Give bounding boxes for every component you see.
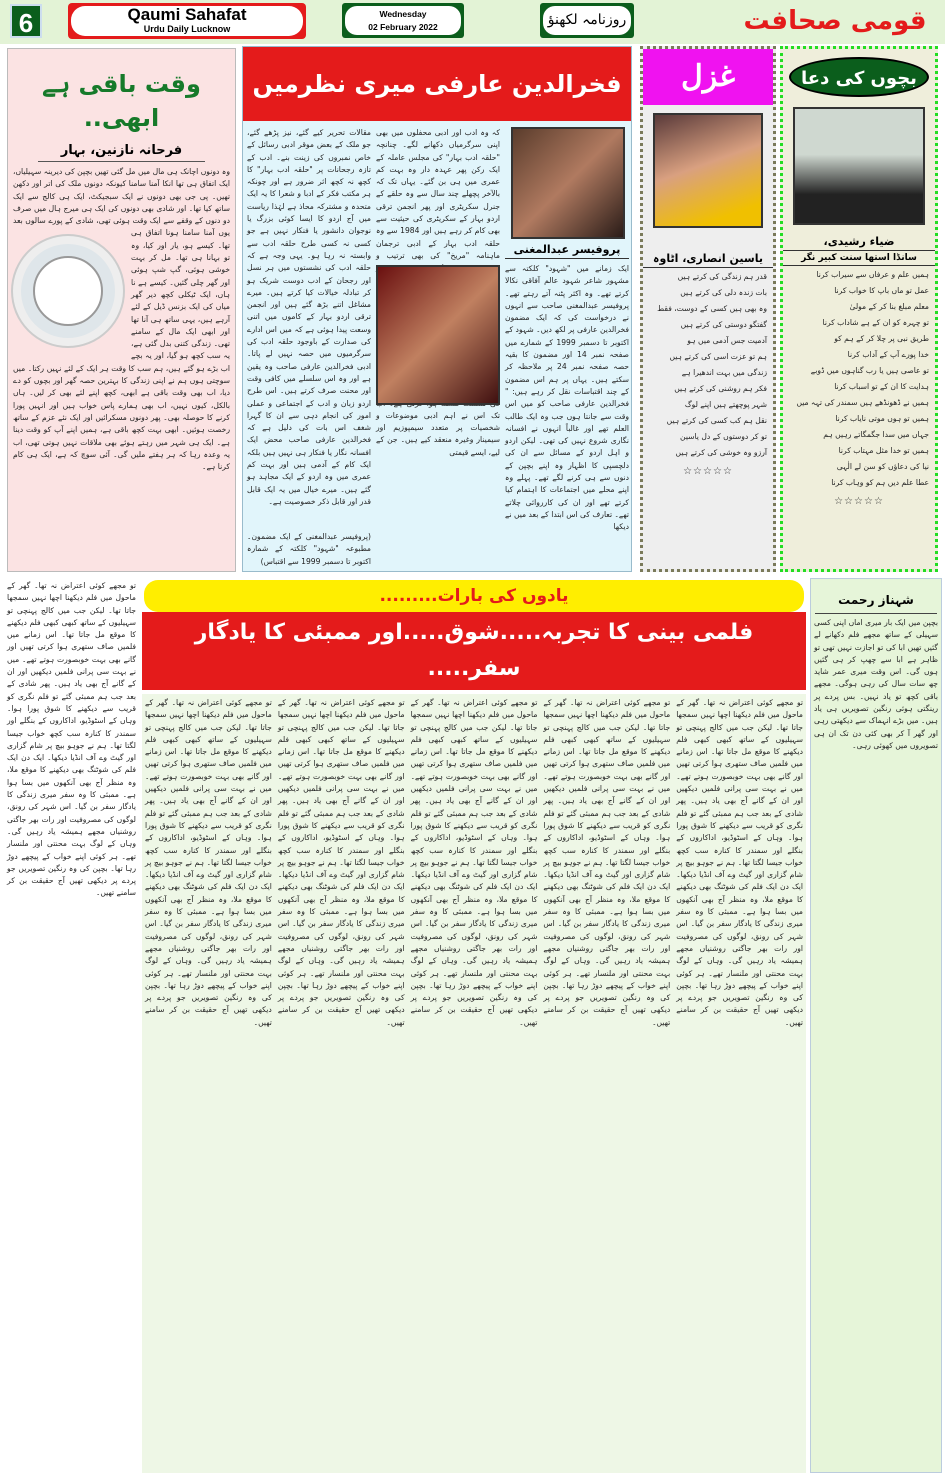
article-title: وقت باقی ہے ابھی.. [42,70,201,132]
poet-photo [653,113,763,228]
article-byline: شہناز رحمت [815,579,937,614]
page-number: 6 [10,4,42,38]
photo-caption: پروفیسر عبدالمغنی [505,241,629,259]
photo-abdul-mughni [511,127,625,239]
article-body: وہ دونوں اچانک ہی مال میں مل گئی تھیں بچپن کی دیرینہ سہیلیاں، ایک اتفاق ہی تھا انکا آمنا سامنا کیونکہ دونوں ملک کی اتر اور دکھن تھیں۔ پی جی بھی دونوں نے ایک سبجیکٹ، ایک ہی کالج سے ایک ساتھ کیا تھا۔ اور شادی بھی دونوں کی ایک ہی میرج ہال میں صرف دو دنوں کے وقفے سے ایک وقت ہوئی تھی، شادی کے پورے سالوں بعد یوں آمنا سامنا ہونا اتفاق ہی تھا۔ کیسے ہو، یار اور کیا، وہ تو بہانا ہی تھا۔ مل کر بہت خوشی ہوئی، گپ شپ ہوئی اور گھر چلی گئیں۔ کیسے ہے نا ہاں، ایک ٹیکلی کچھ دیر گھر میاں کی ایک بزنس ڈیل کے لئے آرہے ہیں، یہی ساتھ ہی آنا تھا اور ابھی ایک مال کے سامنے تھی۔ زندگی کتنی بدل گئی ہے، یہ سب کچھ ہو گیا، اور یہ بچے اب بڑے ہو گئے ہیں، ہم سب کا وقت ہر ایک کے لئے نہیں رکتا۔ میں سوچتی ہوں ہم نے اپنی زندگی کا بہترین حصہ گھر اور بچوں کو دے دیا، اب بھی وقت باقی ہے ابھی، کچھ اپنے لئے بھی کر لیں۔ ہاں بالکل، کیوں نہیں، اب بھی ہمارے پاس خواب ہیں اور انہیں پورا کرنے کا حوصلہ بھی۔ پھر دونوں مسکرائیں اور ایک نئے عزم کے ساتھ رخصت ہوئیں۔ ابھی بہت کچھ باقی ہے، ہمیں اپنے آپ کو وقت دینا ہے۔ ایک ہی شہر میں رہتے ہوئے بھی ملاقات نہیں ہوتی تھی، اب یہ وعدہ رہا کہ ہر ہفتے ملیں گی۔ آئی سوچ کہ ہے، ایک ہی کام کرنا ہے۔ [13,167,230,472]
photo-fakhruddin-arifi [376,265,500,405]
ghazal-couplets: قدر ہم زندگی کی کرتے ہیں بات زندہ دلی کی کرتے ہیں وہ بھی ہیں کسی کے دوست، فقط گفتگو دوستی کی کرتے ہیں آدمیت جس آدمی میں ہو ہم تو عزت اسی کی کرتے ہیں زندگی میں بہت اندھیرا ہے فکر ہم روشنی کی کرتے ہیں شہر پوچھتے ہیں اپنے لوگ نقل ہم کب کسی کی کرتے ہیں تو کر دوستوں کے دل یاسین آرزو وہ خوشی کی کرتے ہیں [657,272,767,457]
article-fakhruddin-arifi [242,46,632,572]
brand-name: Qaumi Sahafat [127,5,247,24]
roznama-box [540,3,634,38]
article-body-wrap [8,166,235,571]
article-column: مقالات تحریر کیے گئے، نیز پڑھے گئے، جو ملک کے بعض موقر ادبی رسائل کے خاص نمبروں کی زینت بنے۔ ادب کے تازہ رجحانات پر "حلقہ ادب بہار" کا کچھ نہ کچھ اثر ضرور ہے اور چونکہ ہر مکتب فکر کے ادبا و شعرا کا یہ ایک متحدہ و مشترکہ محاذ ہے لہٰذا ریاست میں آج اردو کا ایسا کوئی بزرگ یا نوجوان دانشور یا فنکار نہیں ہے جو کسی نہ کسی طرح حلقہ ادب سے وابستہ نہ رہا ہو۔ یہی وجہ ہے کہ حلقہ ادب کی نشستوں میں ہر نسل اور رجحان کے ادب دوست شریک ہو کر تبادلہ خیالات کیا کرتے ہیں۔ میرے مشاغل اتنے بڑھ گئے ہیں اور انجمن ترقی اردو بہار کے کاموں میں اتنی وسعت پیدا ہوئی ہے کہ میں اس ادارے کی صدارت کے باوجود حلقہ ادب کی سرگرمیوں میں حصہ نہیں لے پاتا۔ ادبی فخرالدین عارفی صاحب وہ یقین ہے اور وہ اس سلسلے میں کافی وقت اور محنت صرف کرتے ہیں۔ اس طرح اردو زبان و ادب کے اجتماعی و عملی امور کی انجام دہی سے ان کا گہرا شغف اس بات کی دلیل ہے کہ فخرالدین عارفی صاحب محض ایک افسانہ نگار یا فنکار ہی نہیں ہیں بلکہ ایک کام کے آدمی ہیں اور بہت کم عمری میں وہ اردو کے ایک مجاہد ہو گئے ہیں۔ میرے خیال میں یہ ایک قابل قدر اور قابل ذکر خصوصیت ہے۔ [247,128,371,506]
article-body [142,694,806,1473]
ghazal-section [640,46,776,572]
poet-name: یاسین انصاری، اٹاوہ [643,250,773,268]
article-intro: بچپن میں ایک بار میری اماں اپنی کسی سہیلی کے ساتھ مجھے فلم دکھانے لے گئیں تھیں ابا کی تو اجازت نہیں تھی تو ظاہر ہے ابا سے چھپ کر ہی گئیں ہوں گی۔ اس وقت میری عمر شاید چھ سات سال کی رہی ہوگی۔ مجھے باقی کچھ تو یاد نہیں۔ بس پردے پر رینگتی ہوئی رنگین تصویریں ہی یاد ہیں۔ میں بڑے انہماک سے دیکھتی رہی اور گھر آ کر بھی کئی دن تک ان ہی تصویروں میں کھوئی رہی۔ [814,618,938,750]
ghazal-title: غزل [643,49,773,105]
date: 02 February 2022 [368,22,438,32]
article-source: (پروفیسر عبدالمغنی کے ایک مضمون۔ مطبوعہ "شہود" کلکتہ کے شمارہ اکتوبر تا دسمبر 1999 سے اقتباس) [247,532,371,566]
article-kicker: یادوں کی بارات......... [144,580,804,612]
poet-name: ضیاء رشیدی، [783,233,935,251]
brand-box [68,3,306,39]
article-column: تو مجھے کوئی اعتراض نہ تھا۔ گھر کے ماحول میں فلم دیکھنا اچھا نہیں سمجھا جاتا تھا۔ لیکن جب میں کالج پہنچی تو سہیلیوں کے ساتھ کبھی کبھی فلم دیکھنے کا موقع مل جاتا تھا۔ اس زمانے میں فلمیں صاف ستھری ہوا کرتی تھیں اور گانے بھی بہت خوبصورت ہوتے تھے۔ میں نے بہت سی پرانی فلمیں دیکھیں اور ان کے گانے آج بھی یاد ہیں۔ پھر شادی کے بعد جب ہم ممبئی گئے تو فلم نگری کو قریب سے دیکھنے کا شوق پورا ہوا۔ وہاں کے اسٹوڈیو، اداکاروں کے بنگلے اور سمندر کا کنارہ سب کچھ خواب جیسا لگتا تھا۔ ہم نے جوہو بیچ پر شام گزاری اور گیٹ وے آف انڈیا دیکھا۔ ایک دن ایک فلم کی شوٹنگ بھی دیکھنے کا موقع ملا، وہ منظر آج بھی آنکھوں میں بسا ہوا ہے۔ ممبئی کا وہ سفر میری زندگی کا یادگار سفر بن گیا۔ اس شہر کی رونق، لوگوں کی مصروفیت اور رات بھر جاگتی روشنیاں مجھے ہمیشہ یاد رہیں گی۔ وہاں کے لوگ بہت محنتی اور ملنسار تھے۔ ہر کوئی اپنے خواب کے پیچھے دوڑ رہا تھا۔ بچپن کی وہ رنگین تصویریں جو پردے پر دیکھی تھیں آج حقیقت بن کر سامنے تھیں۔ [543,698,671,1027]
article-waqt-baqi [7,48,236,572]
dua-section [780,46,938,572]
article-byline: فرحانہ نازنین، بہار [38,143,205,162]
poet-place: سانڈا استھا سنت کبیر نگر [783,251,935,266]
article-column: کہ وہ ادب اور ادبی محفلوں میں بھی اپنی سرگرمیاں دکھانے لگے۔ چنانچہ "حلقہ ادب بہار" کی مجلس عاملہ کے ایک رکن پھر عہدہ دار وہ بہت کم عمری میں ہی بن گئے۔ یہاں تک کہ بالآخر پچھلے چند سال سے وہ حلقے کے جنرل سکریٹری اور پھر انجمن ترقی اردو بہار کے سکریٹری کی حیثیت سے بھی کام کر رہے ہیں اور 1984 سے وہ حلقہ ادب بہار کے ادبی ترجمان ماہنامہ "مریخ" کی بھی ترتیب و تک اس نے اہم ادبی موضوعات و شخصیات پر متعدد سیمپوزیم اور سیمینار وغیرہ منعقد کیے ہیں۔ جن کے لیے، ایسے قیمتی [376,128,500,457]
article-filmi-safar [142,578,806,1473]
divider-stars: ☆☆☆☆☆ [683,466,733,477]
alarm-clock-image [13,236,123,346]
roznama-label: روزنامہ لکھنؤ [543,6,631,35]
article-title: فلمی بینی کا تجربہ.....شوق.....اور ممبئی کا یادگار سفر..... [142,612,806,690]
article-title: فخرالدین عارفی میری نظرمیں [243,47,631,121]
article-column: تو مجھے کوئی اعتراض نہ تھا۔ گھر کے ماحول میں فلم دیکھنا اچھا نہیں سمجھا جاتا تھا۔ لیکن جب میں کالج پہنچی تو سہیلیوں کے ساتھ کبھی کبھی فلم دیکھنے کا موقع مل جاتا تھا۔ اس زمانے میں فلمیں صاف ستھری ہوا کرتی تھیں اور گانے بھی بہت خوبصورت ہوتے تھے۔ میں نے بہت سی پرانی فلمیں دیکھیں اور ان کے گانے آج بھی یاد ہیں۔ پھر شادی کے بعد جب ہم ممبئی گئے تو فلم نگری کو قریب سے دیکھنے کا شوق پورا ہوا۔ وہاں کے اسٹوڈیو، اداکاروں کے بنگلے اور سمندر کا کنارہ سب کچھ خواب جیسا لگتا تھا۔ ہم نے جوہو بیچ پر شام گزاری اور گیٹ وے آف انڈیا دیکھا۔ ایک دن ایک فلم کی شوٹنگ بھی دیکھنے کا موقع ملا، وہ منظر آج بھی آنکھوں میں بسا ہوا ہے۔ ممبئی کا وہ سفر میری زندگی کا یادگار سفر بن گیا۔ اس شہر کی رونق، لوگوں کی مصروفیت اور رات بھر جاگتی روشنیاں مجھے ہمیشہ یاد رہیں گی۔ وہاں کے لوگ بہت محنتی اور ملنسار تھے۔ ہر کوئی اپنے خواب کے پیچھے دوڑ رہا تھا۔ بچپن کی وہ رنگین تصویریں جو پردے پر دیکھی تھیں آج حقیقت بن کر سامنے تھیں۔ [145,698,272,1027]
urdu-logo: قومی صحافت [743,6,927,36]
dua-title: بچوں کی دعا [789,57,929,97]
weekday: Wednesday [379,9,427,19]
article-column: تو مجھے کوئی اعتراض نہ تھا۔ گھر کے ماحول میں فلم دیکھنا اچھا نہیں سمجھا جاتا تھا۔ لیکن جب میں کالج پہنچی تو سہیلیوں کے ساتھ کبھی کبھی فلم دیکھنے کا موقع مل جاتا تھا۔ اس زمانے میں فلمیں صاف ستھری ہوا کرتی تھیں اور گانے بھی بہت خوبصورت ہوتے تھے۔ میں نے بہت سی پرانی فلمیں دیکھیں اور ان کے گانے آج بھی یاد ہیں۔ پھر شادی کے بعد جب ہم ممبئی گئے تو فلم نگری کو قریب سے دیکھنے کا شوق پورا ہوا۔ وہاں کے اسٹوڈیو، اداکاروں کے بنگلے اور سمندر کا کنارہ سب کچھ خواب جیسا لگتا تھا۔ ہم نے جوہو بیچ پر شام گزاری اور گیٹ وے آف انڈیا دیکھا۔ ایک دن ایک فلم کی شوٹنگ بھی دیکھنے کا موقع ملا، وہ منظر آج بھی آنکھوں میں بسا ہوا ہے۔ ممبئی کا وہ سفر میری زندگی کا یادگار سفر بن گیا۔ اس شہر کی رونق، لوگوں کی مصروفیت اور رات بھر جاگتی روشنیاں مجھے ہمیشہ یاد رہیں گی۔ وہاں کے لوگ بہت محنتی اور ملنسار تھے۔ ہر کوئی اپنے خواب کے پیچھے دوڑ رہا تھا۔ بچپن کی وہ رنگین تصویریں جو پردے پر دیکھی تھیں آج حقیقت بن کر سامنے تھیں۔ [410,698,538,1027]
date-box [342,3,464,38]
article-continued-column: تو مجھے کوئی اعتراض نہ تھا۔ گھر کے ماحول میں فلم دیکھنا اچھا نہیں سمجھا جاتا تھا۔ لیکن جب میں کالج پہنچی تو سہیلیوں کے ساتھ کبھی کبھی فلم دیکھنے کا موقع مل جاتا تھا۔ اس زمانے میں فلمیں صاف ستھری ہوا کرتی تھیں اور گانے بھی بہت خوبصورت ہوتے تھے۔ میں نے بہت سی پرانی فلمیں دیکھیں اور ان کے گانے آج بھی یاد ہیں۔ پھر شادی کے بعد جب ہم ممبئی گئے تو فلم نگری کو قریب سے دیکھنے کا شوق پورا ہوا۔ وہاں کے اسٹوڈیو، اداکاروں کے بنگلے اور سمندر کا کنارہ سب کچھ خواب جیسا لگتا تھا۔ ہم نے جوہو بیچ پر شام گزاری اور گیٹ وے آف انڈیا دیکھا۔ ایک دن ایک فلم کی شوٹنگ بھی دیکھنے کا موقع ملا، وہ منظر آج بھی آنکھوں میں بسا ہوا ہے۔ ممبئی کا وہ سفر میری زندگی کا یادگار سفر بن گیا۔ اس شہر کی رونق، لوگوں کی مصروفیت اور رات بھر جاگتی روشنیاں مجھے ہمیشہ یاد رہیں گی۔ وہاں کے لوگ بہت محنتی اور ملنسار تھے۔ ہر کوئی اپنے خواب کے پیچھے دوڑ رہا تھا۔ بچپن کی وہ رنگین تصویریں جو پردے پر دیکھی تھیں آج حقیقت بن کر سامنے تھیں۔ [5,578,138,1473]
article-column: تو مجھے کوئی اعتراض نہ تھا۔ گھر کے ماحول میں فلم دیکھنا اچھا نہیں سمجھا جاتا تھا۔ لیکن جب میں کالج پہنچی تو سہیلیوں کے ساتھ کبھی کبھی فلم دیکھنے کا موقع مل جاتا تھا۔ اس زمانے میں فلمیں صاف ستھری ہوا کرتی تھیں اور گانے بھی بہت خوبصورت ہوتے تھے۔ میں نے بہت سی پرانی فلمیں دیکھیں اور ان کے گانے آج بھی یاد ہیں۔ پھر شادی کے بعد جب ہم ممبئی گئے تو فلم نگری کو قریب سے دیکھنے کا شوق پورا ہوا۔ وہاں کے اسٹوڈیو، اداکاروں کے بنگلے اور سمندر کا کنارہ سب کچھ خواب جیسا لگتا تھا۔ ہم نے جوہو بیچ پر شام گزاری اور گیٹ وے آف انڈیا دیکھا۔ ایک دن ایک فلم کی شوٹنگ بھی دیکھنے کا موقع ملا، وہ منظر آج بھی آنکھوں میں بسا ہوا ہے۔ ممبئی کا وہ سفر میری زندگی کا یادگار سفر بن گیا۔ اس شہر کی رونق، لوگوں کی مصروفیت اور رات بھر جاگتی روشنیاں مجھے ہمیشہ یاد رہیں گی۔ وہاں کے لوگ بہت محنتی اور ملنسار تھے۔ ہر کوئی اپنے خواب کے پیچھے دوڑ رہا تھا۔ بچپن کی وہ رنگین تصویریں جو پردے پر دیکھی تھیں آج حقیقت بن کر سامنے تھیں۔ [277,698,405,1027]
brand-subtitle: Urdu Daily Lucknow [143,24,231,34]
masthead [0,0,945,44]
byline-column [810,578,942,1473]
article-column: ایک زمانے میں "شہود" کلکتہ سے مشہور شاعر شہود عالم آفاقی نکالا کرتے تھے۔ وہ اکثر پٹنہ آتے رہتے تھے۔ پروفیسر عبدالمغنی صاحب سے انہوں نے درخواست کی کہ ایک مضمون فخرالدین عارفی پر لکھ دیں۔ شہود کے اکتوبر تا دسمبر 1999 کے شمارے میں صفحہ نمبر 14 اور مضمون کا بقیہ حصہ صفحہ نمبر 24 پر ملاحظہ کر سکتے ہیں۔ یہاں پر ہم اس مضمون کے چند اقتباسات نقل کر رہے ہیں: " فخرالدین عارفی صاحب کو میں اس وقت سے جانتا ہوں جب وہ ایک طالب العلم تھے اور غالباً انہوں نے افسانہ نگاری شروع نہیں کی تھی۔ لیکن اردو و اہل اردو کے مسائل سے ان کی دلچسپی کا اظہار وہ اپنے بچپن کے دنوں سے ہی کرنے لگے تھے۔ پہلے وہ اپنے محلے میں اجتماعات کا اہتمام کیا کرتے تھے اور ان کی کارروائی چلاتے تھے۔ تعارف کی اس ابتدا کے بعد میں نے دیکھا [505,264,629,532]
poet-photo [793,107,925,225]
dua-couplets: ہمیں علم و عرفاں سے سیراب کرنا عمل تو ماں باپ کا خواب کرنا معلم مبلغ بنا کر کے مولیٰ تو چہرہ کو ان کے ہے شاداب کرنا طریق نبی پر چلا کر کے ہم کو خدا پورے آپ کے آداب کرنا تو عاصی ہیں یا رب گناہوں میں ڈوبے ہدایت کا ان کے تو اسباب کرنا ہمیں نے ڈھونڈھے ہیں سمندر کی تہہ میں ہمیں تو ہوں موتی نایاب کرنا جہاں میں سدا جگمگاتے رہیں ہم ہمیں تو خدا مثل مہتاب کرنا نیا کی دعاؤں کو سن لے الٰہی عطا علم دیں ہم کو وہاب کرنا [796,270,929,487]
article-column: تو مجھے کوئی اعتراض نہ تھا۔ گھر کے ماحول میں فلم دیکھنا اچھا نہیں سمجھا جاتا تھا۔ لیکن جب میں کالج پہنچی تو سہیلیوں کے ساتھ کبھی کبھی فلم دیکھنے کا موقع مل جاتا تھا۔ اس زمانے میں فلمیں صاف ستھری ہوا کرتی تھیں اور گانے بھی بہت خوبصورت ہوتے تھے۔ میں نے بہت سی پرانی فلمیں دیکھیں اور ان کے گانے آج بھی یاد ہیں۔ پھر شادی کے بعد جب ہم ممبئی گئے تو فلم نگری کو قریب سے دیکھنے کا شوق پورا ہوا۔ وہاں کے اسٹوڈیو، اداکاروں کے بنگلے اور سمندر کا کنارہ سب کچھ خواب جیسا لگتا تھا۔ ہم نے جوہو بیچ پر شام گزاری اور گیٹ وے آف انڈیا دیکھا۔ ایک دن ایک فلم کی شوٹنگ بھی دیکھنے کا موقع ملا، وہ منظر آج بھی آنکھوں میں بسا ہوا ہے۔ ممبئی کا وہ سفر میری زندگی کا یادگار سفر بن گیا۔ اس شہر کی رونق، لوگوں کی مصروفیت اور رات بھر جاگتی روشنیاں مجھے ہمیشہ یاد رہیں گی۔ وہاں کے لوگ بہت محنتی اور ملنسار تھے۔ ہر کوئی اپنے خواب کے پیچھے دوڑ رہا تھا۔ بچپن کی وہ رنگین تصویریں جو پردے پر دیکھی تھیں آج حقیقت بن کر سامنے تھیں۔ [676,698,803,1027]
divider-stars: ☆☆☆☆☆ [834,496,884,507]
